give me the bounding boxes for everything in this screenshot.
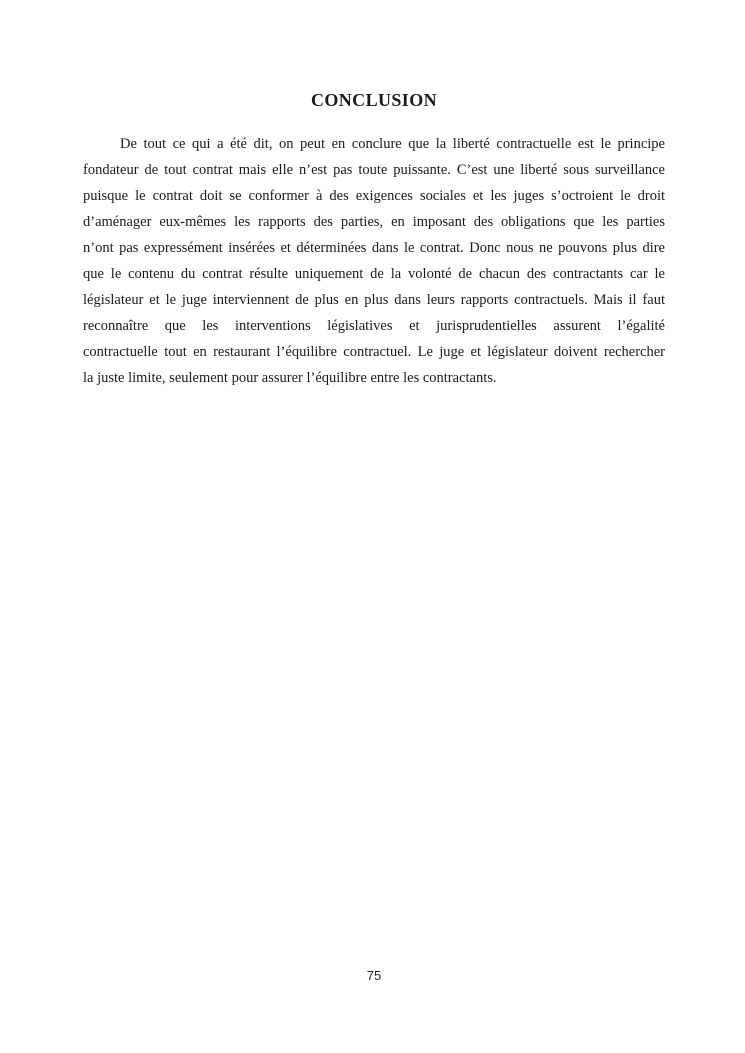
text-line: reconnaître que les interventions législatives et jurisprudentielles assurent l’égalité	[83, 318, 665, 334]
text-line: d’aménager eux-mêmes les rapports des parties, en imposant des obligations que les parties	[83, 214, 665, 230]
text-line: fondateur de tout contrat mais elle n’est pas toute puissante. C’est une liberté sous surveillance	[83, 162, 665, 178]
text-line: la juste limite, seulement pour assurer l’équilibre entre les contractants.	[83, 370, 497, 386]
text-line: puisque le contrat doit se conformer à des exigences sociales et les juges s’octroient le droit	[83, 188, 665, 204]
page-title: CONCLUSION	[310, 90, 438, 110]
text-line: législateur et le juge interviennent de plus en plus dans leurs rapports contractuels. Mais il faut	[83, 292, 665, 308]
text-line: De tout ce qui a été dit, on peut en conclure que la liberté contractuelle est le principe	[120, 136, 665, 152]
text-line: n’ont pas expressément insérées et déterminées dans le contrat. Donc nous ne pouvons plus dire	[83, 240, 665, 256]
text-line: contractuelle tout en restaurant l’équilibre contractuel. Le juge et législateur doivent rechercher	[83, 344, 665, 360]
text-line: que le contenu du contrat résulte uniquement de la volonté de chacun des contractants car le	[83, 266, 665, 282]
conclusion-paragraph	[83, 131, 665, 391]
page-number: 75	[366, 968, 382, 983]
